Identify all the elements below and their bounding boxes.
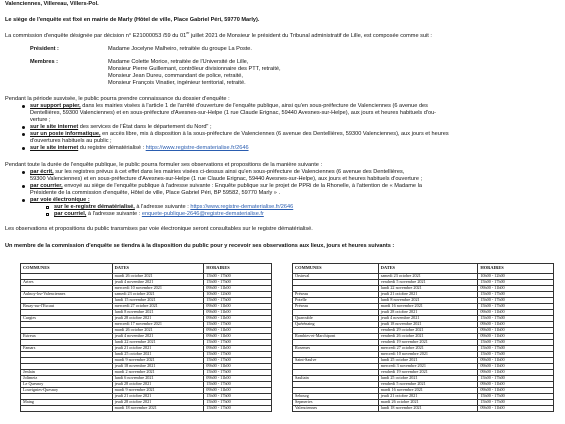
membre-3: Monsieur Jean Dureu, commandant de police, retraité, [108,73,243,79]
cell-date: mardi 2 novembre 2021 [112,370,204,376]
bullet-icon [22,147,25,150]
president-name: Madame Jocelyne Malheiro, retraitée du groupe La Poste. [108,46,252,52]
cell-date: jeudi 21 octobre 2021 [378,394,478,400]
obs-eregistre: sur le e-registre dématérialisé, à l'adresse suivante : https://www.registre-dematerialise.fr/2646 [54,204,294,210]
obs-courrier-l2: Présidente de la commission d'enquête, Hôtel de ville, Place Gabriel Péri, BP 59582, 59770 Marly » . [30,190,281,196]
obs-ecrit-l2: 59300 Valenciennes) et en sous-préfecture d'Avesnes-sur-Helpe (1 rue Claude Erignac, 59440 Avesnes-sur-Helpe), aux jours et heures habituels d'ouverture ; [30,176,423,182]
cell-date: mardi 9 novembre 2021 [112,388,204,394]
cell-date: jeudi 4 novembre 2021 [112,334,204,340]
cell-date: lundi 8 novembre 2021 [378,298,478,304]
cell-date: mercredi 27 octobre 2021 [112,304,204,310]
cell-horaire: 09h00 - 11h00 [478,370,554,376]
square-bullet-icon [46,206,49,209]
cell-commune: Préseau [293,304,379,310]
cell-date: lundi 6 novembre 2021 [112,376,204,382]
consult-poste: sur un poste informatique, en accès libre, mis à disposition à la sous-préfecture de Valenciennes (6 avenue des Dentellières, 59300 Valenciennes), aux jours et heures [30,131,449,137]
cell-date: lundi 18 novembre 2021 [378,406,478,412]
permanence-heading: Un membre de la commission d'enquête se tiendra à la disposition du public pour y recevoir ses observations aux lieux, jours et heures suivants : [5,243,395,249]
cell-date: jeudi 18 novembre 2021 [112,364,204,370]
cell-horaire: 09h00 - 11h00 [478,328,554,334]
cell-date: mercredi 10 novembre 2021 [112,286,204,292]
president-label: Président : [30,46,59,52]
cell-date: jeudi 28 octobre 2021 [112,400,204,406]
cell-horaire: 15h00 - 17h00 [478,298,554,304]
cell-horaire: 15h00 - 17h00 [478,304,554,310]
schedule-table-left [20,263,272,412]
cell-date: lundi 22 novembre 2021 [112,340,204,346]
eregistre-link[interactable]: https://www.registre-dematerialise.fr/2646 [190,204,294,210]
cell-date: lundi 25 octobre 2021 [112,352,204,358]
cell-horaire: 15h00 - 17h00 [478,400,554,406]
cell-date: jeudi 28 octobre 2021 [112,382,204,388]
cell-horaire: 09h00 - 11h00 [204,316,272,322]
bullet-icon [22,171,25,174]
cell-horaire: 09h00 - 11h00 [204,304,272,310]
cell-date: mardi 26 octobre 2021 [112,328,204,334]
cell-commune: Orsinval [293,274,379,280]
cell-horaire: 15h00 - 17h00 [478,394,554,400]
cell-horaire: 15h00 - 17h00 [204,382,272,388]
cell-horaire: 15h00 - 17h00 [478,346,554,352]
cell-horaire: 09h00 - 11h00 [478,334,554,340]
cell-horaire: 15h00 - 17h00 [204,280,272,286]
periode-intro: Pendant la période susvisée, le public pourra prendre connaissance du dossier d'enquête : [5,96,230,102]
header-communes: COMMUNES [21,264,113,274]
cell-commune: Curgies [21,316,113,322]
cell-commune: Rombies-et-Marchipont [293,334,379,340]
cell-horaire: 15h00 - 17h00 [204,406,272,412]
consult-paper-l3: verture ; [30,117,51,123]
cell-horaire: 09h00 - 11h00 [204,376,272,382]
cell-commune: Rosemes [293,346,379,352]
cell-date: vendredi 5 novembre 2021 [378,382,478,388]
cell-date: mardi 16 novembre 2021 [378,388,478,394]
bullet-icon [22,126,25,129]
cell-commune: Louvignies-Quesnoy [21,388,113,394]
cell-horaire: 09h00 - 11h00 [204,286,272,292]
cell-horaire: 09h00 - 11h00 [478,286,554,292]
cell-date: lundi 22 novembre 2021 [378,286,478,292]
cell-date: mardi 18 novembre 2021 [112,406,204,412]
bullet-icon [22,199,25,202]
obs-courrier: par courrier, envoyé au siège de l'enquête publique à l'adresse suivante : Enquête publique sur le projet de PPRi de la Rhonelle, à l'attention de « Madame la [30,183,422,189]
header-horaires: HORAIRES [204,264,272,274]
cell-date: mercredi 27 octobre 2021 [378,346,478,352]
cell-commune: Artres [21,280,113,286]
cell-horaire: 15h00 - 17h00 [204,322,272,328]
cell-commune: Estreux [21,334,113,340]
cell-horaire: 09h00 - 11h00 [204,310,272,316]
cell-commune: Aulnoy-lez-Valenciennes [21,292,113,298]
cell-commune: Jenlain [21,370,113,376]
cell-date: jeudi 21 octobre 2021 [112,394,204,400]
cell-date: jeudi 21 octobre 2021 [112,346,204,352]
cell-horaire: 15h00 - 17h00 [204,352,272,358]
cell-horaire: 09h00 - 11h00 [204,328,272,334]
cell-commune: Maing [21,400,113,406]
cell-horaire: 15h00 - 17h00 [204,358,272,364]
bullet-icon [22,185,25,188]
membre-4: Monsieur François Vinatier, ingénieur territorial, retraité. [108,80,246,86]
courriel-link[interactable]: enquete-publique-2646@registre-dematerialise.fr [141,211,264,217]
consult-poste-l2: d'ouvertures habituels au public ; [30,138,112,144]
membre-1: Madame Colette Morice, retraitée de l'Université de Lille, [108,59,249,65]
cell-horaire: 09h00 - 11h00 [204,346,272,352]
cell-horaire: 15h00 - 17h00 [478,316,554,322]
obs-ecrit: par écrit, sur les registres prévus à cet effet dans les mairies visées ci-dessus ainsi qu'en sous-préfecture de Valenciennes (6 avenue des Dentellières, [30,169,405,175]
obs-electronic-note: Les observations et propositions du public transmises par voie électronique seront consultables sur le registre dématérialisé. [5,226,313,232]
cell-date: jeudi 4 novembre 2021 [112,280,204,286]
cell-date: mercredi 10 novembre 2021 [378,352,478,358]
cell-horaire: 15h00 - 17h00 [204,340,272,346]
cell-date: jeudi 4 novembre 2021 [378,316,478,322]
cell-horaire: 09h00 - 11h00 [478,322,554,328]
cell-horaire: 10h00 - 12h00 [204,292,272,298]
consult-paper-l2: Dentellières, 59300 Valenciennes) et en sous-préfecture d'Avesnes-sur-Helpe (1 rue Claude Erignac, 59440 Avesnes-sur-Helpe), aux jours et heures habituels d'ou- [30,110,437,116]
cell-commune: Famars [21,346,113,352]
header-horaires: HORAIRES [478,264,554,274]
consult-paper: sur support papier, dans les mairies visées à l'article 1 de l'arrêté d'ouverture de l'enquête publique, ainsi qu'en sous-préfecture de Valenciennes (6 avenue des [30,103,428,109]
consult-web: sur le site internet des services de l'État dans le département du Nord" ; [30,124,212,130]
cell-horaire: 09h00 - 11h00 [478,388,554,394]
cell-horaire: 15h00 - 17h00 [478,340,554,346]
cell-date: vendredi 26 octobre 2021 [378,334,478,340]
membres-label: Membres : [30,59,58,65]
cell-date: samedi 23 octobre 2021 [378,274,478,280]
obs-electronique: par voie électronique : [30,197,90,203]
membre-2: Monsieur Pierre Guillemant, contrôleur divisionnaire des PTT, retraité, [108,66,281,72]
cell-commune: Saint-Saulve [293,358,379,364]
cell-commune: Potelle [293,298,379,304]
registre-link[interactable]: https://www.registre-dematerialise.fr/2646 [145,145,249,151]
cell-date: jeudi 28 octobre 2021 [378,310,478,316]
cell-date: mardi 16 novembre 2021 [378,304,478,310]
cell-horaire: 09h00 - 11h00 [478,310,554,316]
obs-courriel: par courriel, à l'adresse suivante : enquete-publique-2646@registre-dematerialise.fr [54,211,264,217]
cell-date: vendredi 19 novembre 2021 [378,340,478,346]
cell-horaire: 15h00 - 17h00 [478,292,554,298]
cell-horaire: 15h00 - 17h00 [204,394,272,400]
table-row [293,406,554,412]
cell-horaire: 09h00 - 11h00 [478,406,554,412]
cell-date: vendredi 29 octobre 2021 [378,328,478,334]
cell-horaire: 15h00 - 17h00 [204,274,272,280]
cell-horaire: 09h00 - 11h00 [204,388,272,394]
cell-horaire: 09h00 - 11h00 [478,382,554,388]
consult-registre: sur le site internet du registre dématérialisé : https://www.registre-dematerialise.fr/2646 [30,145,249,151]
table-header-row [21,264,272,274]
schedule-table-right [292,263,554,412]
cell-commune: Bruay-sur-l'Escaut [21,304,113,310]
square-bullet-icon [46,213,49,216]
cell-commune: Saultain [293,376,379,382]
cell-date: jeudi 21 octobre 2021 [378,292,478,298]
table-header-row [293,264,554,274]
siege-statement: Le siège de l'enquête est fixé en mairie de Marly (Hôtel de ville, Place Gabriel Péri, 59770 Marly). [5,17,260,23]
cell-date: lundi 8 novembre 2021 [112,310,204,316]
obs-intro: Pendant toute la durée de l'enquête publique, le public pourra formuler ses observations et propositions de la manière suivante : [5,162,323,168]
bullet-icon [22,133,25,136]
cell-date: lundi 25 octobre 2021 [378,358,478,364]
cell-date: mercredi 3 novembre 2021 [378,364,478,370]
cell-date: mardi 26 octobre 2021 [378,400,478,406]
cell-horaire: 09h00 - 11h00 [478,364,554,370]
cell-date: lundi 25 octobre 2021 [378,376,478,382]
cell-horaire: 09h00 - 11h00 [204,334,272,340]
cell-horaire: 10h00 - 12h00 [478,274,554,280]
header-dates: DATES [378,264,478,274]
cell-date: jeudi 18 novembre 2021 [378,322,478,328]
cell-commune [21,406,113,412]
cell-commune: Jolimetz [21,376,113,382]
bullet-icon [22,105,25,108]
cell-commune: Le Quesnoy [21,382,113,388]
top-line: Valenciennes, Villereau, Villers-Pol. [5,1,99,7]
cell-horaire: 15h00 - 17h00 [204,370,272,376]
cell-horaire: 09h00 - 11h00 [478,358,554,364]
cell-horaire: 15h00 - 17h00 [478,280,554,286]
cell-horaire: 15h00 - 17h00 [478,376,554,382]
cell-horaire: 15h00 - 17h00 [204,298,272,304]
cell-date: mardi 9 novembre 2021 [112,358,204,364]
cell-date: jeudi 28 octobre 2021 [112,316,204,322]
cell-commune: Sebourg [293,394,379,400]
cell-horaire: 09h00 - 11h00 [204,364,272,370]
cell-date: vendredi 19 novembre 2021 [378,370,478,376]
cell-commune: Quérénaing [293,322,379,328]
cell-date: mercredi 17 novembre 2021 [112,322,204,328]
commission-intro: La commission d'enquête désignée par décision n° E21000053 /59 du 01er juillet 2021 de Monsieur le président du Tribunal administratif de Lille, est composée comme suit : [5,31,432,39]
table-row [21,406,272,412]
cell-date: vendredi 5 novembre 2021 [378,280,478,286]
cell-commune: Sepmeries [293,400,379,406]
header-communes: COMMUNES [293,264,379,274]
cell-date: mardi 26 octobre 2021 [112,274,204,280]
header-dates: DATES [112,264,204,274]
cell-horaire: 15h00 - 17h00 [478,352,554,358]
cell-commune: Quarouble [293,316,379,322]
cell-commune: Valenciennes [293,406,379,412]
cell-commune: Préseau [293,292,379,298]
cell-horaire: 15h00 - 17h00 [204,400,272,406]
cell-date: samedi 23 octobre 2021 [112,292,204,298]
cell-date: lundi 15 novembre 2021 [112,298,204,304]
